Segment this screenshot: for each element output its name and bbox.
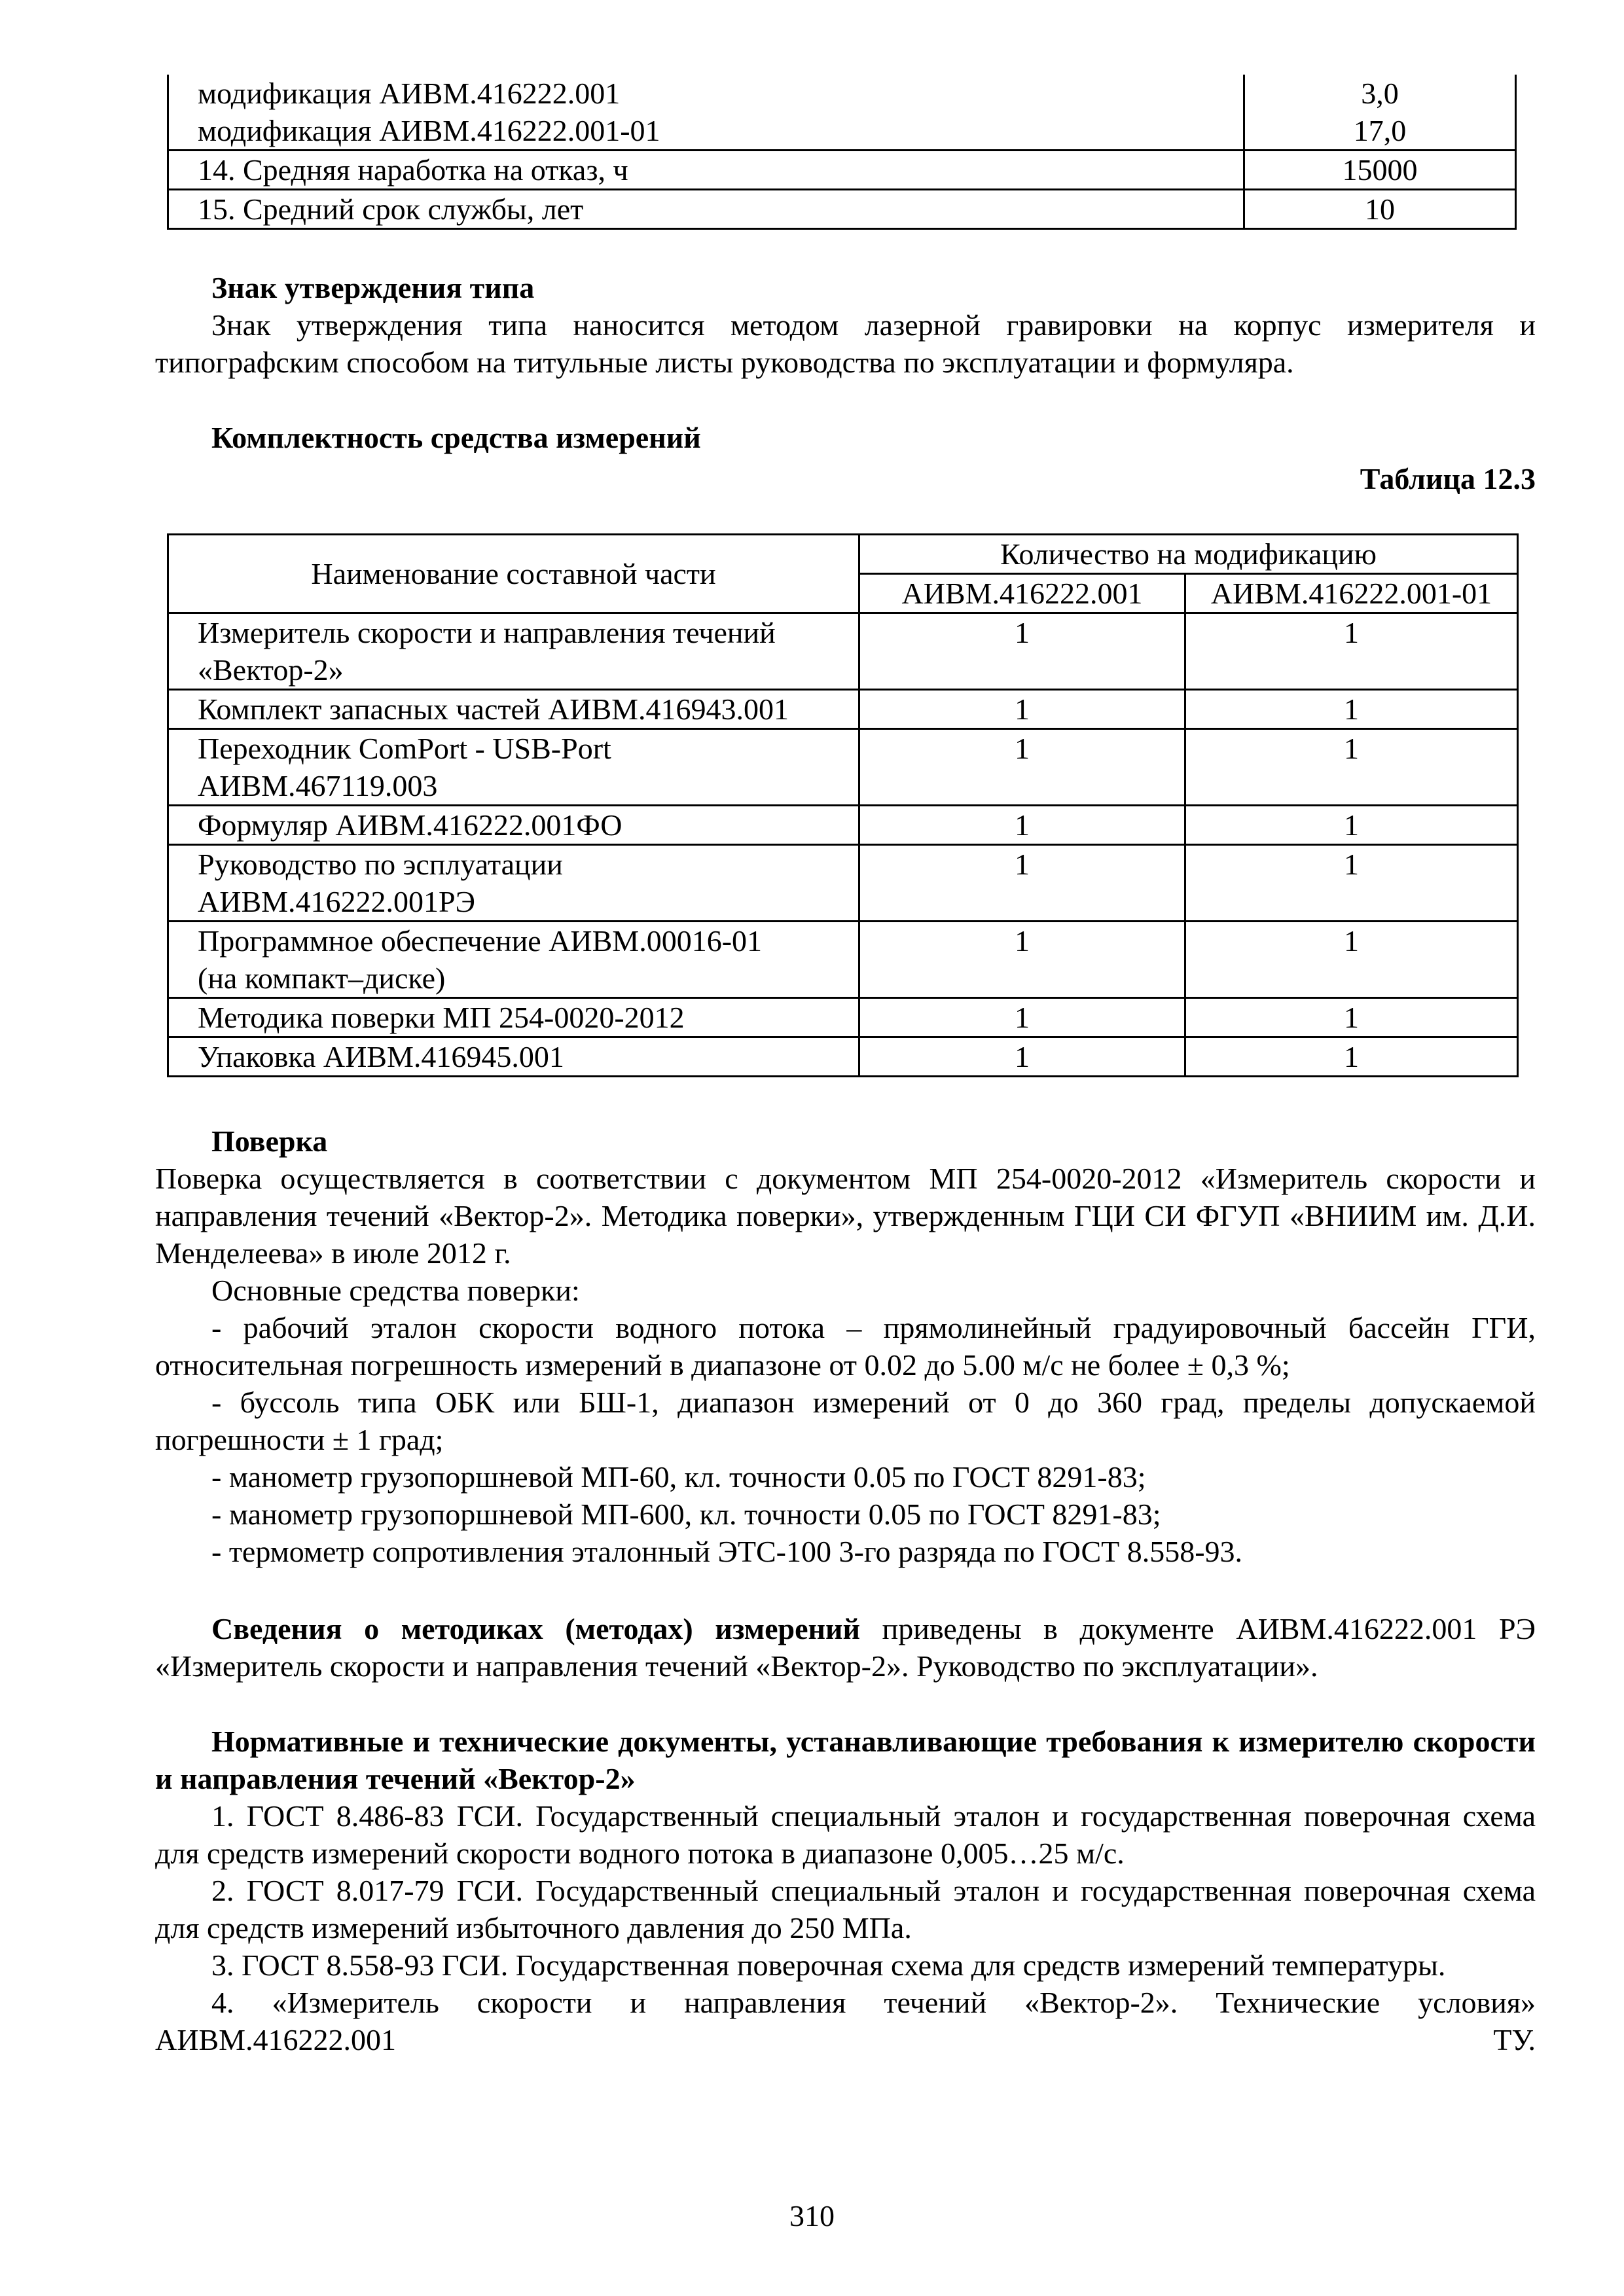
- qty-mod2-cell: 1: [1185, 729, 1518, 806]
- normative-item: 2. ГОСТ 8.017-79 ГСИ. Государственный специальный эталон и государственная поверочная схема для средств измерений избыточного давления до 250 МПа.: [155, 1874, 1536, 1945]
- header-quantity: Количество на модификацию: [859, 535, 1518, 574]
- qty-mod1-cell: 1: [859, 998, 1185, 1037]
- qty-mod2-cell: 1: [1185, 806, 1518, 845]
- qty-mod2-cell: 1: [1185, 998, 1518, 1037]
- qty-mod1-cell: 1: [859, 845, 1185, 922]
- table-row: [168, 75, 1516, 151]
- qty-mod2-cell: 1: [1185, 613, 1518, 690]
- completeness-table: [167, 533, 1519, 1077]
- spec-value-cell: [1244, 75, 1516, 151]
- table-header-row: [168, 535, 1518, 574]
- normative-item: 1. ГОСТ 8.486-83 ГСИ. Государственный специальный эталон и государственная поверочная схема для средств измерений скорости водного потока в диапазоне 0,005…25 м/с.: [155, 1799, 1536, 1870]
- verification-heading: Поверка: [211, 1124, 328, 1158]
- spec-name-cell: 15. Средний срок службы, лет: [168, 190, 1244, 229]
- qty-mod1-cell: 1: [859, 729, 1185, 806]
- name-line: АИВМ.467119.003: [198, 769, 438, 802]
- qty-mod1-cell: 1: [859, 806, 1185, 845]
- component-name-cell: Методика поверки МП 254-0020-2012: [168, 998, 859, 1037]
- normative-heading: Нормативные и технические документы, устанавливающие требования к измерителю скорости и направления течений «Вектор-2»: [155, 1725, 1536, 1795]
- verification-item: - термометр сопротивления эталонный ЭТС-100 3-го разряда по ГОСТ 8.558-93.: [211, 1535, 1243, 1568]
- table-row: [168, 151, 1516, 190]
- type-approval-text: Знак утверждения типа наносится методом лазерной гравировки на корпус измерителя и типографским способом на титульные листы руководства по эксплуатации и формуляра.: [155, 308, 1536, 379]
- completeness-heading: Комплектность средства измерений: [211, 421, 701, 454]
- table-row: [168, 1037, 1518, 1077]
- methods-text: приведены в документе АИВМ.416222.001 РЭ «Измеритель скорости и направления течений «Вектор-2». Руководство по эксплуатации».: [155, 1612, 1536, 1683]
- component-name-cell: [168, 613, 859, 690]
- component-name-cell: Формуляр АИВМ.416222.001ФО: [168, 806, 859, 845]
- type-approval-section: [155, 269, 1536, 381]
- spec-value-cell: 15000: [1244, 151, 1516, 190]
- verification-section: [155, 1122, 1536, 1570]
- component-name-cell: [168, 729, 859, 806]
- normative-section: [155, 1723, 1536, 2058]
- verification-means-title: Основные средства поверки:: [211, 1274, 580, 1307]
- verification-item: - рабочий эталон скорости водного потока – прямолинейный градуировочный бассейн ГГИ, относительная погрешность измерений в диапазоне от 0.02 до 5.00 м/с не более ± 0,3 %;: [155, 1311, 1536, 1382]
- verification-item: - манометр грузопоршневой МП-60, кл. точности 0.05 по ГОСТ 8291-83;: [211, 1460, 1146, 1494]
- table-row: [168, 845, 1518, 922]
- component-name-cell: [168, 845, 859, 922]
- name-line: Программное обеспечение АИВМ.00016-01: [198, 924, 763, 958]
- spec-table: [167, 75, 1517, 230]
- completeness-section: [155, 419, 1536, 456]
- methods-paragraph: [155, 1610, 1536, 1685]
- header-mod1: АИВМ.416222.001: [859, 574, 1185, 613]
- name-line: Руководство по эсплуатации: [198, 848, 563, 881]
- table-row: [168, 190, 1516, 229]
- page-number: 310: [789, 2199, 835, 2233]
- methods-section: [155, 1610, 1536, 1685]
- verification-item: - манометр грузопоршневой МП-600, кл. точности 0.05 по ГОСТ 8291-83;: [211, 1498, 1161, 1531]
- table-row: [168, 922, 1518, 998]
- name-line: (на компакт–диске): [198, 961, 446, 995]
- spec-name-line: модификация АИВМ.416222.001-01: [198, 114, 660, 147]
- verification-item: - буссоль типа ОБК или БШ-1, диапазон измерений от 0 до 360 град, пределы допускаемой погрешности ± 1 град;: [155, 1386, 1536, 1456]
- header-component-name: Наименование составной части: [168, 535, 859, 613]
- qty-mod1-cell: 1: [859, 613, 1185, 690]
- spec-value-cell: 10: [1244, 190, 1516, 229]
- spec-name-cell: 14. Средняя наработка на отказ, ч: [168, 151, 1244, 190]
- name-line: «Вектор-2»: [198, 653, 344, 687]
- normative-item: 4. «Измеритель скорости и направления течений «Вектор-2». Технические условия» АИВМ.416222.001 ТУ.: [155, 1986, 1536, 2056]
- component-name-cell: Упаковка АИВМ.416945.001: [168, 1037, 859, 1077]
- type-approval-heading: Знак утверждения типа: [211, 271, 535, 304]
- qty-mod2-cell: 1: [1185, 845, 1518, 922]
- table-row: [168, 806, 1518, 845]
- spec-value-line: 3,0: [1361, 77, 1399, 110]
- qty-mod1-cell: 1: [859, 922, 1185, 998]
- methods-bold: Сведения о методиках (методах) измерений: [211, 1612, 861, 1645]
- spec-value-line: 17,0: [1353, 114, 1407, 147]
- table-row: [168, 729, 1518, 806]
- table-label-wrap: [155, 460, 1536, 497]
- qty-mod2-cell: 1: [1185, 690, 1518, 729]
- name-line: АИВМ.416222.001РЭ: [198, 885, 475, 918]
- qty-mod1-cell: 1: [859, 1037, 1185, 1077]
- name-line: Измеритель скорости и направления течений: [198, 616, 776, 649]
- qty-mod2-cell: 1: [1185, 1037, 1518, 1077]
- table-row: [168, 690, 1518, 729]
- name-line: Переходник ComPort - USB-Port: [198, 732, 611, 765]
- normative-item: 3. ГОСТ 8.558-93 ГСИ. Государственная поверочная схема для средств измерений температуры.: [211, 1948, 1446, 1982]
- qty-mod2-cell: 1: [1185, 922, 1518, 998]
- spec-name-cell: [168, 75, 1244, 151]
- header-mod2: АИВМ.416222.001-01: [1185, 574, 1518, 613]
- component-name-cell: Комплект запасных частей АИВМ.416943.001: [168, 690, 859, 729]
- table-row: [168, 998, 1518, 1037]
- table-row: [168, 613, 1518, 690]
- table-label: Таблица 12.3: [1360, 462, 1536, 495]
- component-name-cell: [168, 922, 859, 998]
- verification-text: Поверка осуществляется в соответствии с документом МП 254-0020-2012 «Измеритель скорости и направления течений «Вектор-2». Методика поверки», утвержденным ГЦИ СИ ФГУП «ВНИИМ им. Д.И. Менделеева» в июле 2012 г.: [155, 1162, 1536, 1270]
- qty-mod1-cell: 1: [859, 690, 1185, 729]
- spec-name-line: модификация АИВМ.416222.001: [198, 77, 621, 110]
